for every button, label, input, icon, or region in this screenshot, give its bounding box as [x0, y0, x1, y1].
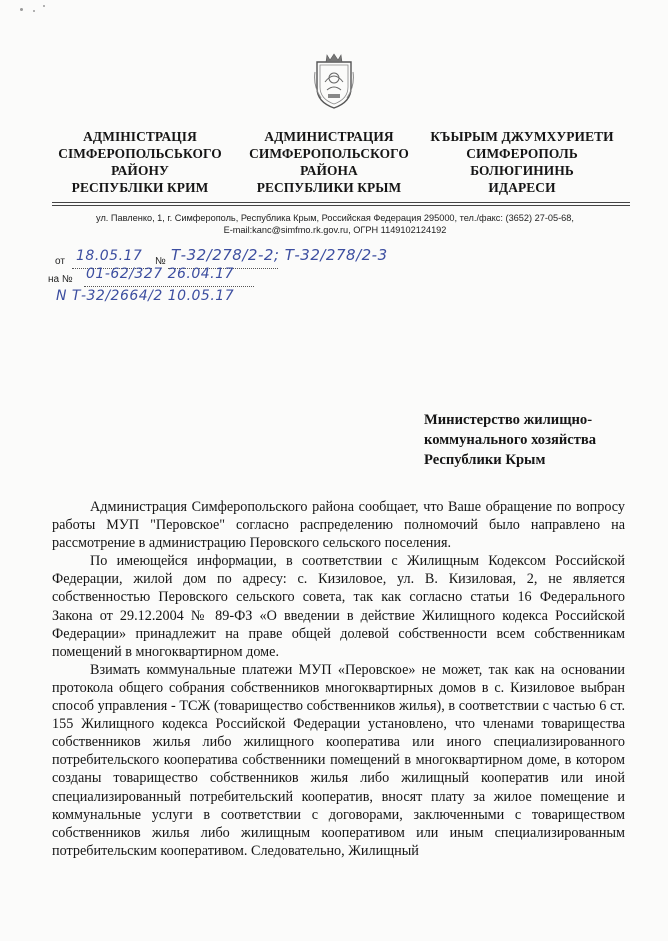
header-divider-top — [52, 202, 630, 203]
contacts-email: E-mail:kanc@simfmo.rk.gov.ru, ОГРН 1149102124192 — [223, 225, 447, 235]
header-crimean-tatar — [422, 128, 622, 196]
header-ua-line: СІМФЕРОПОЛЬСЬКОГО — [58, 146, 222, 161]
recipient-line: Республики Крым — [424, 452, 546, 468]
contacts-block — [30, 212, 640, 236]
handwritten-number: Т-32/278/2-2; Т-32/278/2-3 — [171, 246, 388, 264]
scan-speck — [33, 10, 35, 12]
on-number-underline — [84, 286, 254, 287]
header-ua-line: АДМІНІСТРАЦІЯ — [83, 129, 197, 144]
letter-body — [52, 498, 625, 860]
contacts-address: ул. Павленко, 1, г. Симферополь, Республика Крым, Российская Федерация 295000, тел./факс: (3652) 27-05-68, — [96, 213, 574, 223]
on-number-label: на № — [48, 274, 73, 285]
number-label: № — [155, 256, 166, 267]
header-crh-line: КЪЫРЫМ ДЖУМХУРИЕТИ — [430, 129, 614, 144]
header-ukrainian — [40, 128, 240, 196]
body-paragraph: По имеющейся информации, в соответствии с Жилищным Кодексом Российской Федерации, жилой дом по адресу: с. Кизиловое, ул. В. Кизиловая, 2, не является собственностью Перовского сельского совета, так как согласно статьи 16 Федерального Закона от 29.12.2004 № 89-ФЗ «О введении в действие Жилищного кодекса Российской Федерации» принадлежит на праве общей долевой собственности всем собственникам помещений в многоквартирном доме. — [52, 553, 625, 660]
scan-speck — [20, 8, 23, 11]
header-crh-line: ИДАРЕСИ — [488, 180, 556, 195]
recipient-block — [424, 410, 596, 470]
header-ua-line: РЕСПУБЛІКИ КРИМ — [71, 180, 209, 195]
handwritten-on-number: 01-62/327 26.04.17 — [86, 266, 234, 282]
header-ua-line: РАЙОНУ — [111, 163, 169, 178]
recipient-line: коммунального хозяйства — [424, 432, 597, 448]
recipient-line: Министерство жилищно- — [424, 412, 593, 428]
header-crh-line: СИМФЕРОПОЛЬ — [466, 146, 578, 161]
header-ru-line: РЕСПУБЛИКИ КРЫМ — [256, 180, 402, 195]
scan-speck — [43, 5, 45, 7]
header-divider-bottom — [52, 205, 630, 206]
handwritten-extra-reference: N Т-32/2664/2 10.05.17 — [56, 288, 235, 304]
header-ru-line: СИМФЕРОПОЛЬСКОГО — [249, 146, 409, 161]
from-label: от — [55, 256, 65, 267]
handwritten-date: 18.05.17 — [76, 248, 143, 264]
header-russian — [229, 128, 429, 196]
body-paragraph: Администрация Симферопольского района сообщает, что Ваше обращение по вопросу работы МУП "Перовское" согласно распределению полномочий было направлено на рассмотрение в администрацию Перовского сельского поселения. — [52, 499, 625, 552]
header-crh-line: БОЛЮГИНИНЬ — [470, 163, 574, 178]
header-ru-line: АДМИНИСТРАЦИЯ — [264, 129, 394, 144]
body-paragraph: Взимать коммунальные платежи МУП «Перовское» не может, так как на основании протокола общего собрания собственников многоквартирных домов в с. Кизиловое выбран способ управления - ТСЖ (товарищество собственников жилья), в соответствии с частью 6 ст. 155 Жилищного кодекса Российской Федерации установлено, что членами товарищества собственников жилья либо жилищного кооператива или иного специализированного потребительского кооператива собственники помещений в многоквартирном доме, в котором созданы товарищество собственников жилья либо жилищный кооператив или иной специализированный потребительский кооператив, вносят плату за жилое помещение и коммунальные услуги в соответствии с договорами, заключенными с товариществом собственников жилья либо жилищным кооперативом или иным специализированным потребительским кооперативом. Следовательно, Жилищный — [52, 661, 625, 859]
header-ru-line: РАЙОНА — [300, 163, 358, 178]
coat-of-arms-emblem — [313, 52, 355, 110]
